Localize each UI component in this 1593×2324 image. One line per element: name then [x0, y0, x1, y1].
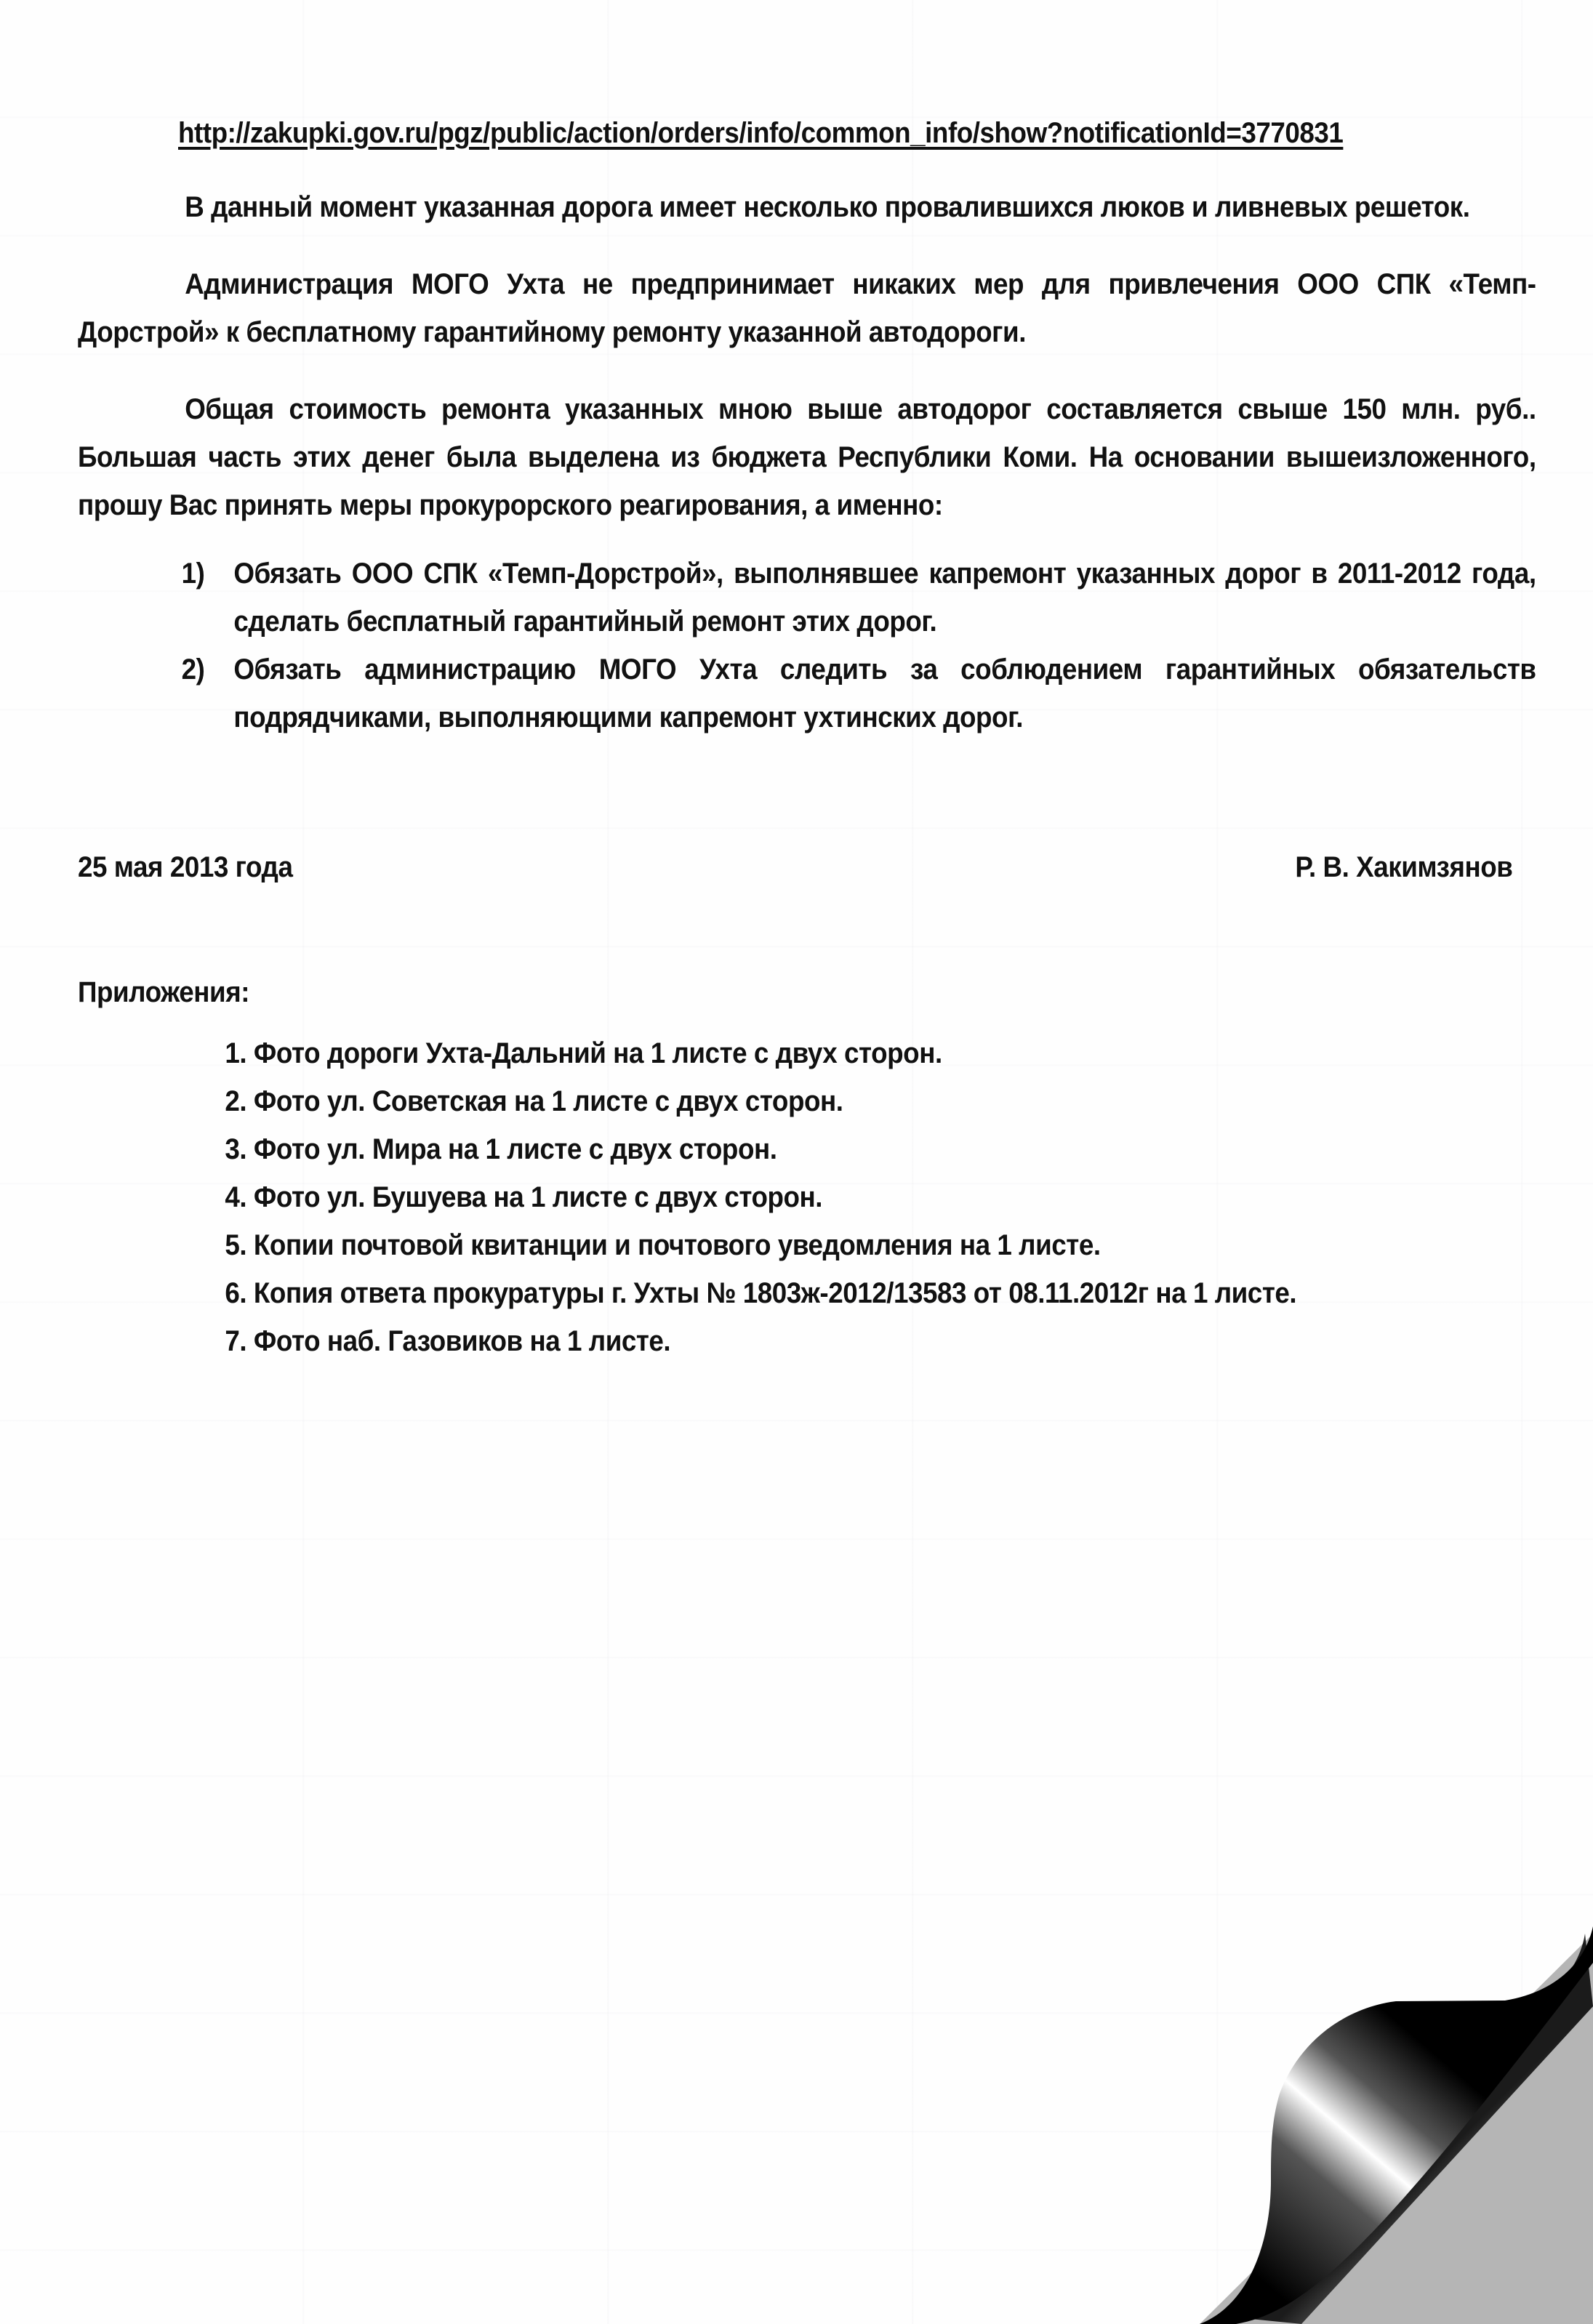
attachments-title: Приложения: [78, 976, 250, 1008]
demand-number: 2) [181, 654, 205, 685]
document-date: 25 мая 2013 года [78, 851, 293, 883]
demand-text: Обязать ООО СПК «Темп-Дорстрой», выполнявшее капремонт указанных дорог в 2011-2012 года, сделать бесплатный гарантийный ремонт этих дорог. [233, 558, 1536, 638]
signer-name: Р. В. Хакимзянов [1295, 851, 1513, 883]
attachment-item: 3. Фото ул. Мира на 1 листе с двух сторон. [225, 1133, 777, 1165]
demand-text: Обязать администрацию МОГО Ухта следить за соблюдением гарантийных обязательств подрядчиками, выполняющими капремонт ухтинских дорог. [233, 654, 1536, 733]
attachment-item: 6. Копия ответа прокуратуры г. Ухты № 1803ж-2012/13583 от 08.11.2012г на 1 листе. [225, 1277, 1297, 1309]
attachment-item: 7. Фото наб. Газовиков на 1 листе. [225, 1325, 671, 1357]
demand-item [78, 646, 1536, 741]
attachment-item: 2. Фото ул. Советская на 1 листе с двух сторон. [225, 1085, 843, 1117]
procurement-link[interactable]: http://zakupki.gov.ru/pgz/public/action/orders/info/common_info/show?notificationId=3770831 [178, 117, 1344, 149]
attachment-item: 4. Фото ул. Бушуева на 1 листе с двух сторон. [225, 1181, 823, 1213]
demand-number: 1) [181, 558, 205, 590]
demand-item [78, 550, 1536, 646]
document-body [78, 109, 1536, 1365]
paragraph-administration: Администрация МОГО Ухта не предпринимает никаких мер для привлечения ООО СПК «Темп-Дорстрой» к бесплатному гарантийному ремонту указанной автодороги. [78, 268, 1536, 348]
attachments-list [78, 1029, 1536, 1365]
paragraph-cost: Общая стоимость ремонта указанных мною выше автодорог составляется свыше 150 млн. руб.. Большая часть этих денег была выделена из бюджета Республики Коми. На основании вышеизложенного, прошу Вас принять меры прокурорского реагирования, а именно: [78, 393, 1536, 521]
signature-row [78, 843, 1536, 891]
demands-list [78, 550, 1536, 741]
paragraph-road-condition: В данный момент указанная дорога имеет несколько провалившихся люков и ливневых решеток. [185, 191, 1470, 223]
attachment-item: 1. Фото дороги Ухта-Дальний на 1 листе с двух сторон. [225, 1037, 942, 1069]
attachment-item: 5. Копии почтовой квитанции и почтового уведомления на 1 листе. [225, 1229, 1101, 1261]
